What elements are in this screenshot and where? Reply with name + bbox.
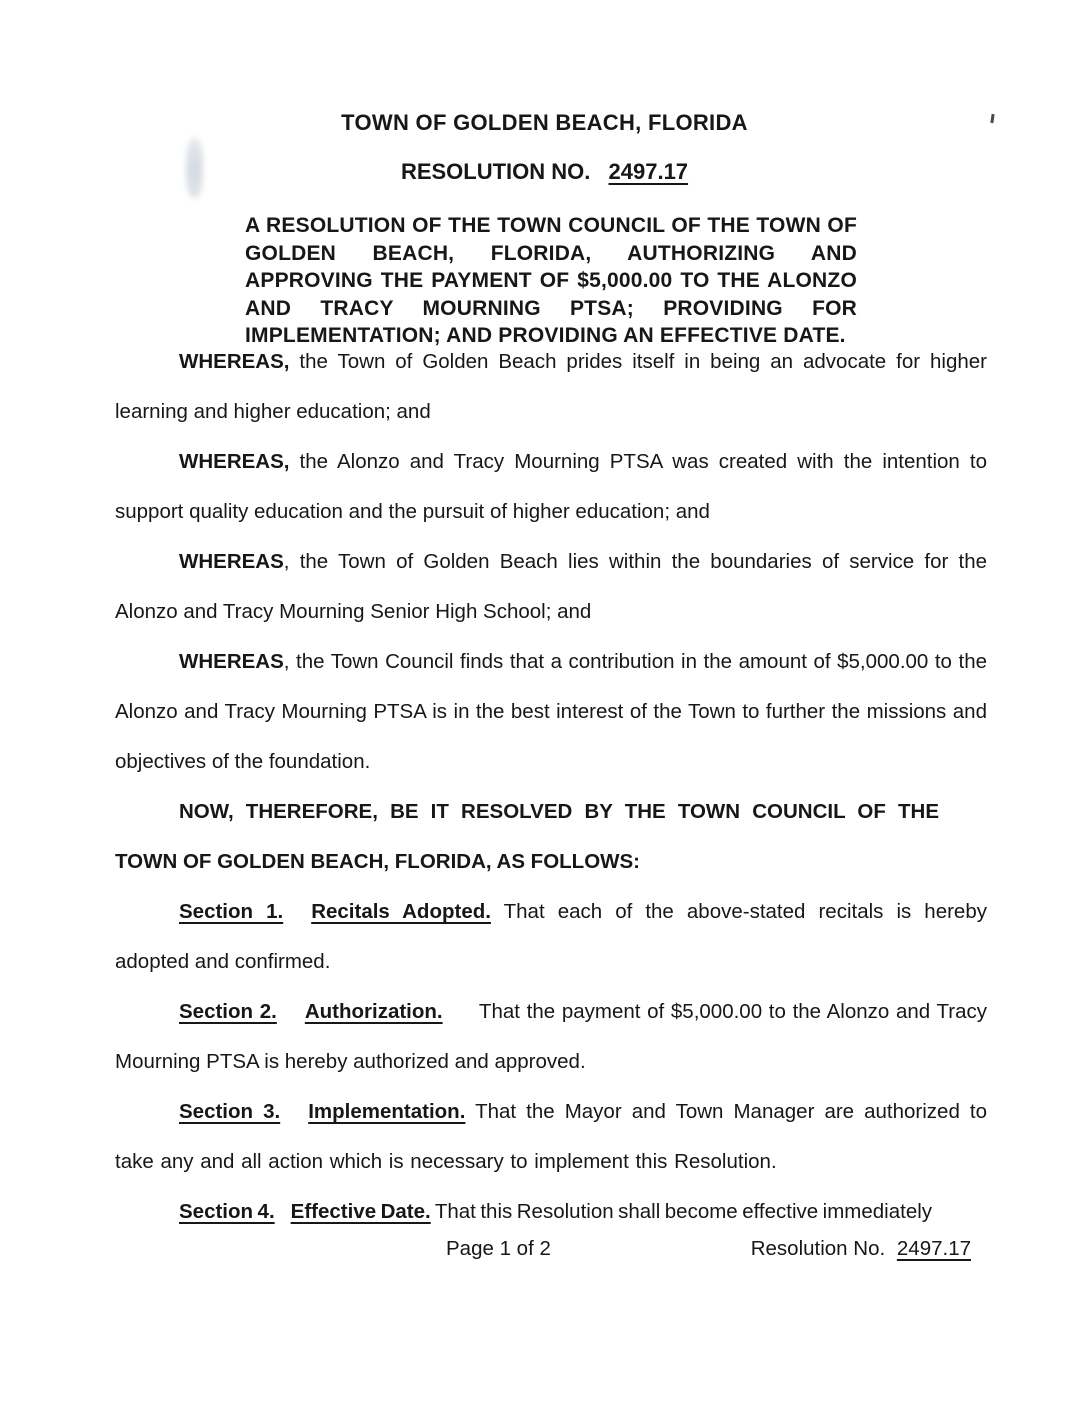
section-3-heading: Implementation. <box>308 1100 466 1123</box>
section-2-number: Section 2. <box>179 1000 277 1023</box>
recital-text: the Alonzo and Tracy Mourning PTSA was created with the intention to support quality education and the pursuit of higher education; and <box>115 450 987 523</box>
document-title: TOWN OF GOLDEN BEACH, FLORIDA <box>341 110 748 135</box>
section-4-heading: Effective Date. <box>290 1200 431 1223</box>
recital-text: the Town of Golden Beach prides itself in being an advocate for higher learning and higher education; and <box>115 350 987 423</box>
document-body <box>115 337 987 1237</box>
page-number-indicator: Page 1 of 2 <box>446 1237 551 1260</box>
section-4-paragraph <box>115 1187 987 1237</box>
resolved-clause: NOW, THEREFORE, BE IT RESOLVED BY THE TOWN COUNCIL OF THE TOWN OF GOLDEN BEACH, FLORIDA, AS FOLLOWS: <box>115 800 939 873</box>
recital-text: , the Town Council finds that a contribution in the amount of $5,000.00 to the Alonzo and Tracy Mourning PTSA is in the best interest of the Town to further the missions and objectives of the foundation. <box>115 650 987 773</box>
section-4-number: Section 4. <box>179 1200 275 1223</box>
whereas-lead: WHEREAS <box>179 650 284 673</box>
section-2-text: That the payment of $5,000.00 to the Alonzo and Tracy Mourning PTSA is hereby authorized and approved. <box>115 1000 987 1073</box>
resolution-heading <box>0 159 1089 185</box>
section-3-text: That the Mayor and Town Manager are authorized to take any and all action which is necessary to implement this Resolution. <box>115 1100 988 1173</box>
recital-paragraph-4 <box>115 637 987 787</box>
section-1-paragraph <box>115 887 987 987</box>
resolution-number: 2497.17 <box>608 159 689 184</box>
section-2-paragraph <box>115 987 987 1087</box>
section-3-number: Section 3. <box>179 1100 281 1123</box>
recital-paragraph-2 <box>115 437 987 537</box>
section-3-paragraph <box>115 1087 987 1187</box>
recital-text: , the Town of Golden Beach lies within the boundaries of service for the Alonzo and Tracy Mourning Senior High School; and <box>115 550 987 623</box>
footer-resolution-label: Resolution No. <box>750 1237 886 1260</box>
section-1-heading: Recitals Adopted. <box>311 900 491 923</box>
section-1-text: That each of the above-stated recitals is hereby adopted and confirmed. <box>115 900 987 973</box>
resolution-summary: A RESOLUTION OF THE TOWN COUNCIL OF THE TOWN OF GOLDEN BEACH, FLORIDA, AUTHORIZING AND APPROVING THE PAYMENT OF $5,000.00 TO THE ALONZO AND TRACY MOURNING PTSA; PROVIDING FOR IMPLEMENTATION; AND PROVIDING AN EFFECTIVE DATE. <box>245 214 857 347</box>
footer-resolution-reference <box>751 1237 971 1261</box>
whereas-lead: WHEREAS <box>179 550 284 573</box>
recital-paragraph-1 <box>115 337 987 437</box>
recital-paragraph-3 <box>115 537 987 637</box>
section-1-number: Section 1. <box>179 900 284 923</box>
section-4-text: That this Resolution shall become effective immediately <box>430 1200 933 1223</box>
whereas-lead: WHEREAS, <box>179 350 290 373</box>
resolution-number-label: RESOLUTION NO. <box>400 159 591 184</box>
footer-resolution-number: 2497.17 <box>896 1237 971 1260</box>
whereas-lead: WHEREAS, <box>179 450 290 473</box>
section-2-heading: Authorization. <box>304 1000 443 1023</box>
